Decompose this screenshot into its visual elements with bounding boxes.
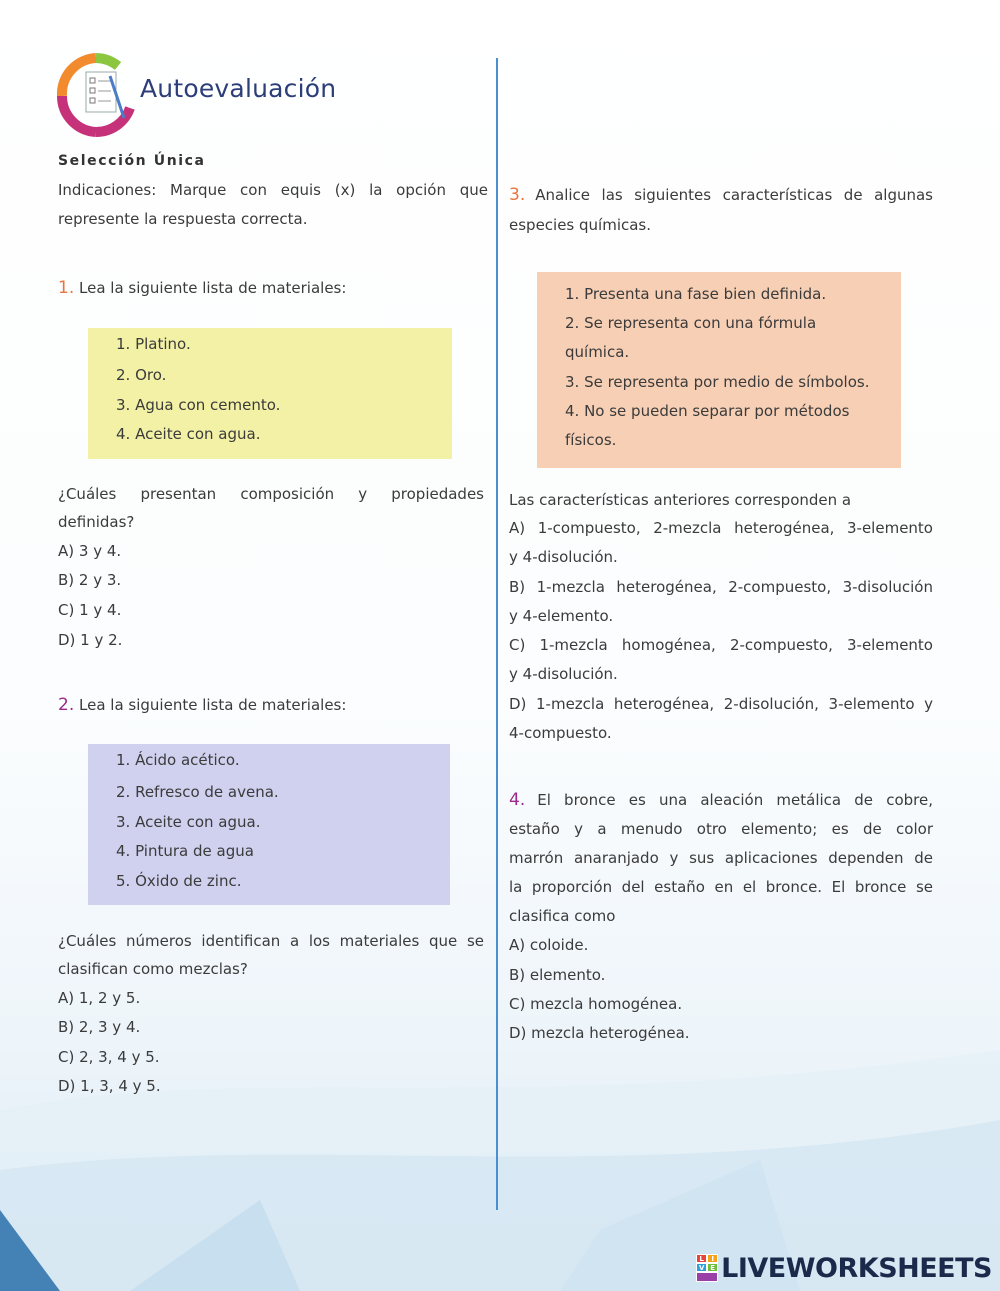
- q2-option-d[interactable]: D) 1, 3, 4 y 5.: [58, 1077, 161, 1095]
- q1-box-item: 4. Aceite con agua.: [116, 425, 261, 443]
- q3-option-c[interactable]: C) 1-mezcla homogénea, 2-compuesto, 3-elemento: [509, 636, 933, 654]
- q1-box-item: 1. Platino.: [116, 335, 191, 353]
- q4-line-2: estaño y a menudo otro elemento; es de color: [509, 820, 933, 838]
- q2-materials-box: [88, 744, 450, 905]
- q3-box-line: 2. Se representa con una fórmula: [565, 314, 817, 332]
- q4-line-1-text: El bronce es una aleación metálica de cobre,: [537, 791, 933, 809]
- q2-option-b[interactable]: B) 2, 3 y 4.: [58, 1018, 141, 1036]
- q1-option-a[interactable]: A) 3 y 4.: [58, 542, 122, 560]
- q4-line-4: la proporción del estaño en el bronce. El bronce se: [509, 878, 933, 896]
- icon-letter-e: E: [707, 1263, 718, 1272]
- section-heading: Selección Única: [58, 153, 206, 169]
- q3-option-b[interactable]: B) 1-mezcla heterogénea, 2-compuesto, 3-disolución: [509, 578, 933, 596]
- autoevaluacion-logo: [56, 52, 346, 142]
- q4-option-b[interactable]: B) elemento.: [509, 966, 606, 984]
- q4-option-a[interactable]: A) coloide.: [509, 936, 589, 954]
- q3-option-d[interactable]: D) 1-mezcla heterogénea, 2-disolución, 3-elemento y: [509, 695, 933, 713]
- page-title: Autoevaluación: [140, 74, 337, 103]
- q3-option-c-cont: y 4-disolución.: [509, 665, 618, 683]
- column-divider: [496, 58, 498, 1210]
- q1-box-item: 2. Oro.: [116, 366, 167, 384]
- q2-question-line-2: clasifican como mezclas?: [58, 960, 248, 978]
- q1-box-item: 3. Agua con cemento.: [116, 396, 281, 414]
- q2-box-item: 3. Aceite con agua.: [116, 813, 261, 831]
- q1-question-line-1: ¿Cuáles presentan composición y propiedades: [58, 485, 484, 503]
- q3-prompt-line-1: [509, 181, 933, 210]
- q3-box-line: 1. Presenta una fase bien definida.: [565, 285, 827, 303]
- q2-prompt-text: Lea la siguiente lista de materiales:: [79, 696, 347, 714]
- q4-option-c[interactable]: C) mezcla homogénea.: [509, 995, 683, 1013]
- q3-option-a[interactable]: A) 1-compuesto, 2-mezcla heterogénea, 3-elemento: [509, 519, 933, 537]
- q3-characteristics-box: [537, 272, 901, 468]
- q4-line-5: clasifica como: [509, 907, 616, 925]
- checklist-icon: [56, 52, 136, 140]
- q4-line-3: marrón anaranjado y sus aplicaciones dependen de: [509, 849, 933, 867]
- q2-prompt: [58, 691, 346, 720]
- q2-option-a[interactable]: A) 1, 2 y 5.: [58, 989, 141, 1007]
- q3-box-line: 3. Se representa por medio de símbolos.: [565, 373, 870, 391]
- q3-prompt-text: Analice las siguientes características de algunas: [535, 186, 933, 204]
- q2-box-item: 4. Pintura de agua: [116, 842, 254, 860]
- q3-box-line: 4. No se pueden separar por métodos: [565, 402, 850, 420]
- liveworksheets-icon: [696, 1254, 718, 1282]
- q2-question-line-1: ¿Cuáles números identifican a los materiales que se: [58, 932, 484, 950]
- q1-question-line-2: definidas?: [58, 513, 135, 531]
- q1-option-c[interactable]: C) 1 y 4.: [58, 601, 122, 619]
- q3-option-d-cont: 4-compuesto.: [509, 724, 612, 742]
- q2-number: 2.: [58, 695, 75, 715]
- q4-line-1: [509, 786, 933, 815]
- q1-option-d[interactable]: D) 1 y 2.: [58, 631, 123, 649]
- liveworksheets-brand: [696, 1251, 992, 1285]
- q2-option-c[interactable]: C) 2, 3, 4 y 5.: [58, 1048, 160, 1066]
- q1-number: 1.: [58, 278, 75, 298]
- q1-prompt-text: Lea la siguiente lista de materiales:: [79, 279, 347, 297]
- q3-lead: Las características anteriores corresponden a: [509, 491, 852, 509]
- q4-option-d[interactable]: D) mezcla heterogénea.: [509, 1024, 690, 1042]
- q3-box-line: química.: [565, 343, 630, 361]
- icon-letter-l: L: [696, 1254, 707, 1263]
- q2-box-item: 2. Refresco de avena.: [116, 783, 279, 801]
- q1-prompt: [58, 274, 346, 303]
- q3-box-line: físicos.: [565, 431, 617, 449]
- q2-box-item: 5. Óxido de zinc.: [116, 872, 242, 890]
- q2-box-item: 1. Ácido acético.: [116, 751, 240, 769]
- icon-base: [696, 1272, 718, 1282]
- q3-option-b-cont: y 4-elemento.: [509, 607, 614, 625]
- q3-number: 3.: [509, 185, 526, 205]
- icon-letter-i: I: [707, 1254, 718, 1263]
- instructions-line-1: Indicaciones: Marque con equis (x) la opción que: [58, 181, 488, 199]
- q1-materials-box: [88, 328, 452, 459]
- q4-number: 4.: [509, 790, 526, 810]
- q3-option-a-cont: y 4-disolución.: [509, 548, 618, 566]
- liveworksheets-text: LIVEWORKSHEETS: [721, 1252, 992, 1284]
- q1-option-b[interactable]: B) 2 y 3.: [58, 571, 122, 589]
- q3-prompt-line-2: especies químicas.: [509, 216, 652, 234]
- instructions-line-2: represente la respuesta correcta.: [58, 210, 308, 228]
- icon-letter-v: V: [696, 1263, 707, 1272]
